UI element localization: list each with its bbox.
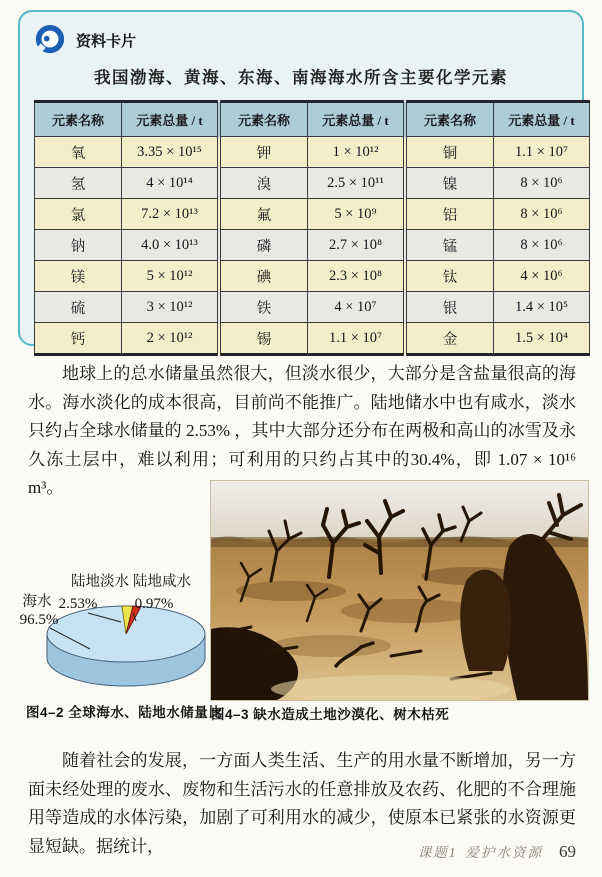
element-amount-cell: 4 × 10⁷	[308, 292, 406, 323]
element-amount-cell: 4 × 10¹⁴	[122, 168, 220, 199]
table-title: 我国渤海、黄海、东海、南海海水所含主要化学元素	[94, 68, 508, 87]
element-name-cell: 铁	[219, 292, 308, 323]
element-name-cell: 钛	[405, 261, 494, 292]
element-name-cell: 银	[405, 292, 494, 323]
elements-table-body	[35, 137, 590, 355]
element-name-cell: 铜	[405, 137, 494, 168]
element-name-cell: 磷	[219, 230, 308, 261]
element-name-cell: 氯	[35, 199, 122, 230]
label-freshwater-pct: 2.53%	[58, 596, 98, 612]
card-tag-label: 资料卡片	[76, 32, 137, 50]
label-saltwater: 陆地咸水	[133, 574, 191, 590]
element-name-cell: 金	[405, 323, 494, 355]
table-row	[35, 168, 590, 199]
table-row	[35, 230, 590, 261]
label-seawater-pct: 96.5%	[19, 612, 59, 628]
element-name-cell: 氢	[35, 168, 122, 199]
data-card	[18, 10, 584, 346]
element-amount-cell: 8 × 10⁶	[494, 230, 590, 261]
pie-chart-svg	[14, 564, 220, 698]
element-name-cell: 镍	[405, 168, 494, 199]
col-header-amount: 元素总量 / t	[122, 102, 220, 137]
element-name-cell: 镁	[35, 261, 122, 292]
element-name-cell: 碘	[219, 261, 308, 292]
element-name-cell: 钾	[219, 137, 308, 168]
element-amount-cell: 2.7 × 10⁸	[308, 230, 406, 261]
element-amount-cell: 1.4 × 10⁵	[494, 292, 590, 323]
body-paragraph-water-shortage: 随着社会的发展，一方面人类生活、生产的用水量不断增加，另一方面未经处理的废水、废物和生活污水的任意排放及农药、化肥的不合理施用等造成的水体污染，加剧了可利用水的减少，使原本已紧张的水资源更显短缺。据统计，	[28, 751, 576, 856]
info-ring-icon	[34, 24, 66, 56]
element-amount-cell: 1 × 10¹²	[308, 137, 406, 168]
element-amount-cell: 3 × 10¹²	[122, 292, 220, 323]
element-amount-cell: 7.2 × 10¹³	[122, 199, 220, 230]
photo-desertification	[211, 481, 588, 700]
element-amount-cell: 1.5 × 10⁴	[494, 323, 590, 355]
label-freshwater: 陆地淡水	[71, 574, 129, 590]
element-amount-cell: 8 × 10⁶	[494, 168, 590, 199]
element-amount-cell: 1.1 × 10⁷	[494, 137, 590, 168]
table-row	[35, 137, 590, 168]
element-amount-cell: 1.1 × 10⁷	[308, 323, 406, 355]
page-footer	[418, 841, 576, 862]
table-row	[35, 323, 590, 355]
element-name-cell: 氧	[35, 137, 122, 168]
element-name-cell: 锰	[405, 230, 494, 261]
label-saltwater-pct: 0.97%	[134, 596, 174, 612]
footer-lesson: 课题1	[417, 845, 458, 860]
element-name-cell: 锡	[219, 323, 308, 355]
element-name-cell: 钙	[35, 323, 122, 355]
col-header-element: 元素名称	[219, 102, 308, 137]
col-header-element: 元素名称	[35, 102, 122, 137]
element-amount-cell: 4 × 10⁶	[494, 261, 590, 292]
element-amount-cell: 2.3 × 10⁸	[308, 261, 406, 292]
pie-chart-figure	[14, 564, 220, 698]
element-amount-cell: 3.35 × 10¹⁵	[122, 137, 220, 168]
element-name-cell: 溴	[219, 168, 308, 199]
label-seawater: 海水	[22, 594, 52, 610]
element-amount-cell: 5 × 10¹²	[122, 261, 220, 292]
col-header-amount: 元素总量 / t	[308, 102, 406, 137]
element-name-cell: 硫	[35, 292, 122, 323]
figure-caption-photo: 图4–3 缺水造成土地沙漠化、树木枯死	[211, 707, 450, 722]
col-header-element: 元素名称	[405, 102, 494, 137]
figure-caption-pie: 图4–2 全球海水、陆地水储量比	[26, 705, 223, 720]
element-amount-cell: 4.0 × 10¹³	[122, 230, 220, 261]
element-name-cell: 钠	[35, 230, 122, 261]
element-amount-cell: 2 × 10¹²	[122, 323, 220, 355]
table-row	[35, 292, 590, 323]
col-header-amount: 元素总量 / t	[494, 102, 590, 137]
element-amount-cell: 8 × 10⁶	[494, 199, 590, 230]
footer-lesson-title: 爱护水资源	[465, 845, 543, 860]
table-row	[35, 199, 590, 230]
table-header	[35, 102, 590, 137]
element-amount-cell: 2.5 × 10¹¹	[308, 168, 406, 199]
seawater-elements-table	[34, 100, 590, 356]
element-name-cell: 铝	[405, 199, 494, 230]
element-name-cell: 氟	[219, 199, 308, 230]
body-paragraph-water-storage: 地球上的总水储量虽然很大，但淡水很少，大部分是含盐量很高的海水。海水淡化的成本很高，目前尚不能推广。陆地储水中也有咸水，淡水只约占全球水储量的 2.53% ，其中大部分还分布在两极和高山的冰雪及永久冻土层中，难以利用；可利用的只约占其中的30.4%，即 1.07 × 10¹⁶ m³。	[28, 364, 576, 497]
card-header	[34, 24, 136, 56]
table-row	[35, 261, 590, 292]
element-amount-cell: 5 × 10⁹	[308, 199, 406, 230]
footer-page-number: 69	[559, 842, 576, 861]
